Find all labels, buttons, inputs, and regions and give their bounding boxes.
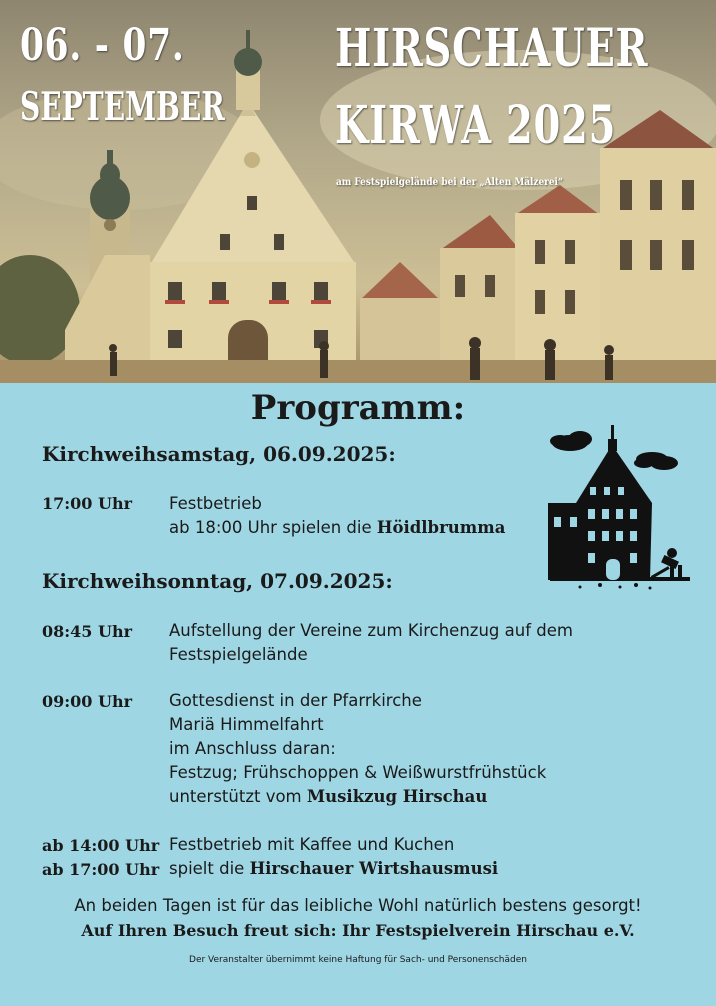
event-title-line2: KIRWA 2025 bbox=[335, 95, 617, 156]
closing-text: An beiden Tagen ist für das leibliche Wohl natürlich bestens gesorgt! bbox=[74, 896, 642, 915]
description-line: unterstützt vom Musikzug Hirschau bbox=[169, 787, 488, 806]
saturday-time: 17:00 Uhr bbox=[42, 494, 133, 513]
description-line: Festzug; Frühschoppen & Weißwurstfrühstück bbox=[169, 763, 547, 782]
description-line: im Anschluss daran: bbox=[169, 739, 336, 758]
description-line: Aufstellung der Vereine zum Kirchenzug auf dem bbox=[169, 621, 573, 640]
date-range: 06. - 07. bbox=[20, 20, 185, 71]
band-name: Musikzug Hirschau bbox=[306, 787, 488, 806]
sunday-time-2: 09:00 Uhr bbox=[42, 692, 133, 711]
sunday-time-1: 08:45 Uhr bbox=[42, 622, 133, 641]
event-title-line1: HIRSCHAUER bbox=[335, 18, 649, 79]
venue-text: am Festspielgelände bei der „Alten Mälzerei“ bbox=[336, 176, 564, 188]
band-name: Höidlbrumma bbox=[376, 518, 506, 537]
saturday-description bbox=[169, 492, 505, 540]
sunday-time-3: ab 14:00 Uhr bbox=[42, 836, 160, 855]
description-line: Gottesdienst in der Pfarrkirche bbox=[169, 691, 422, 710]
sunday-description-4: spielt die Hirschauer Wirtshausmusi bbox=[169, 859, 499, 878]
band-name: Hirschauer Wirtshausmusi bbox=[249, 859, 499, 878]
date-month: SEPTEMBER bbox=[20, 84, 225, 130]
description-line: Festbetrieb bbox=[169, 494, 262, 513]
description-line: Festspielgelände bbox=[169, 645, 308, 664]
sunday-heading: Kirchweihsonntag, 07.09.2025: bbox=[42, 569, 393, 593]
sunday-description-1 bbox=[169, 619, 573, 667]
sunday-description-3: Festbetrieb mit Kaffee und Kuchen bbox=[169, 835, 455, 854]
description-line: ab 18:00 Uhr spielen die Höidlbrumma bbox=[169, 518, 506, 537]
saturday-heading: Kirchweihsamstag, 06.09.2025: bbox=[42, 442, 396, 466]
townhall-silhouette-icon bbox=[540, 425, 690, 595]
sunday-description-2 bbox=[169, 689, 546, 809]
hero-painting bbox=[0, 0, 716, 383]
program-title: Programm: bbox=[250, 388, 466, 428]
disclaimer: Der Veranstalter übernimmt keine Haftung für Sach- und Personenschäden bbox=[189, 955, 527, 965]
closing-signature: Auf Ihren Besuch freut sich: Ihr Festspielverein Hirschau e.V. bbox=[81, 921, 635, 940]
sunday-time-4: ab 17:00 Uhr bbox=[42, 860, 160, 879]
description-line: Mariä Himmelfahrt bbox=[169, 715, 324, 734]
